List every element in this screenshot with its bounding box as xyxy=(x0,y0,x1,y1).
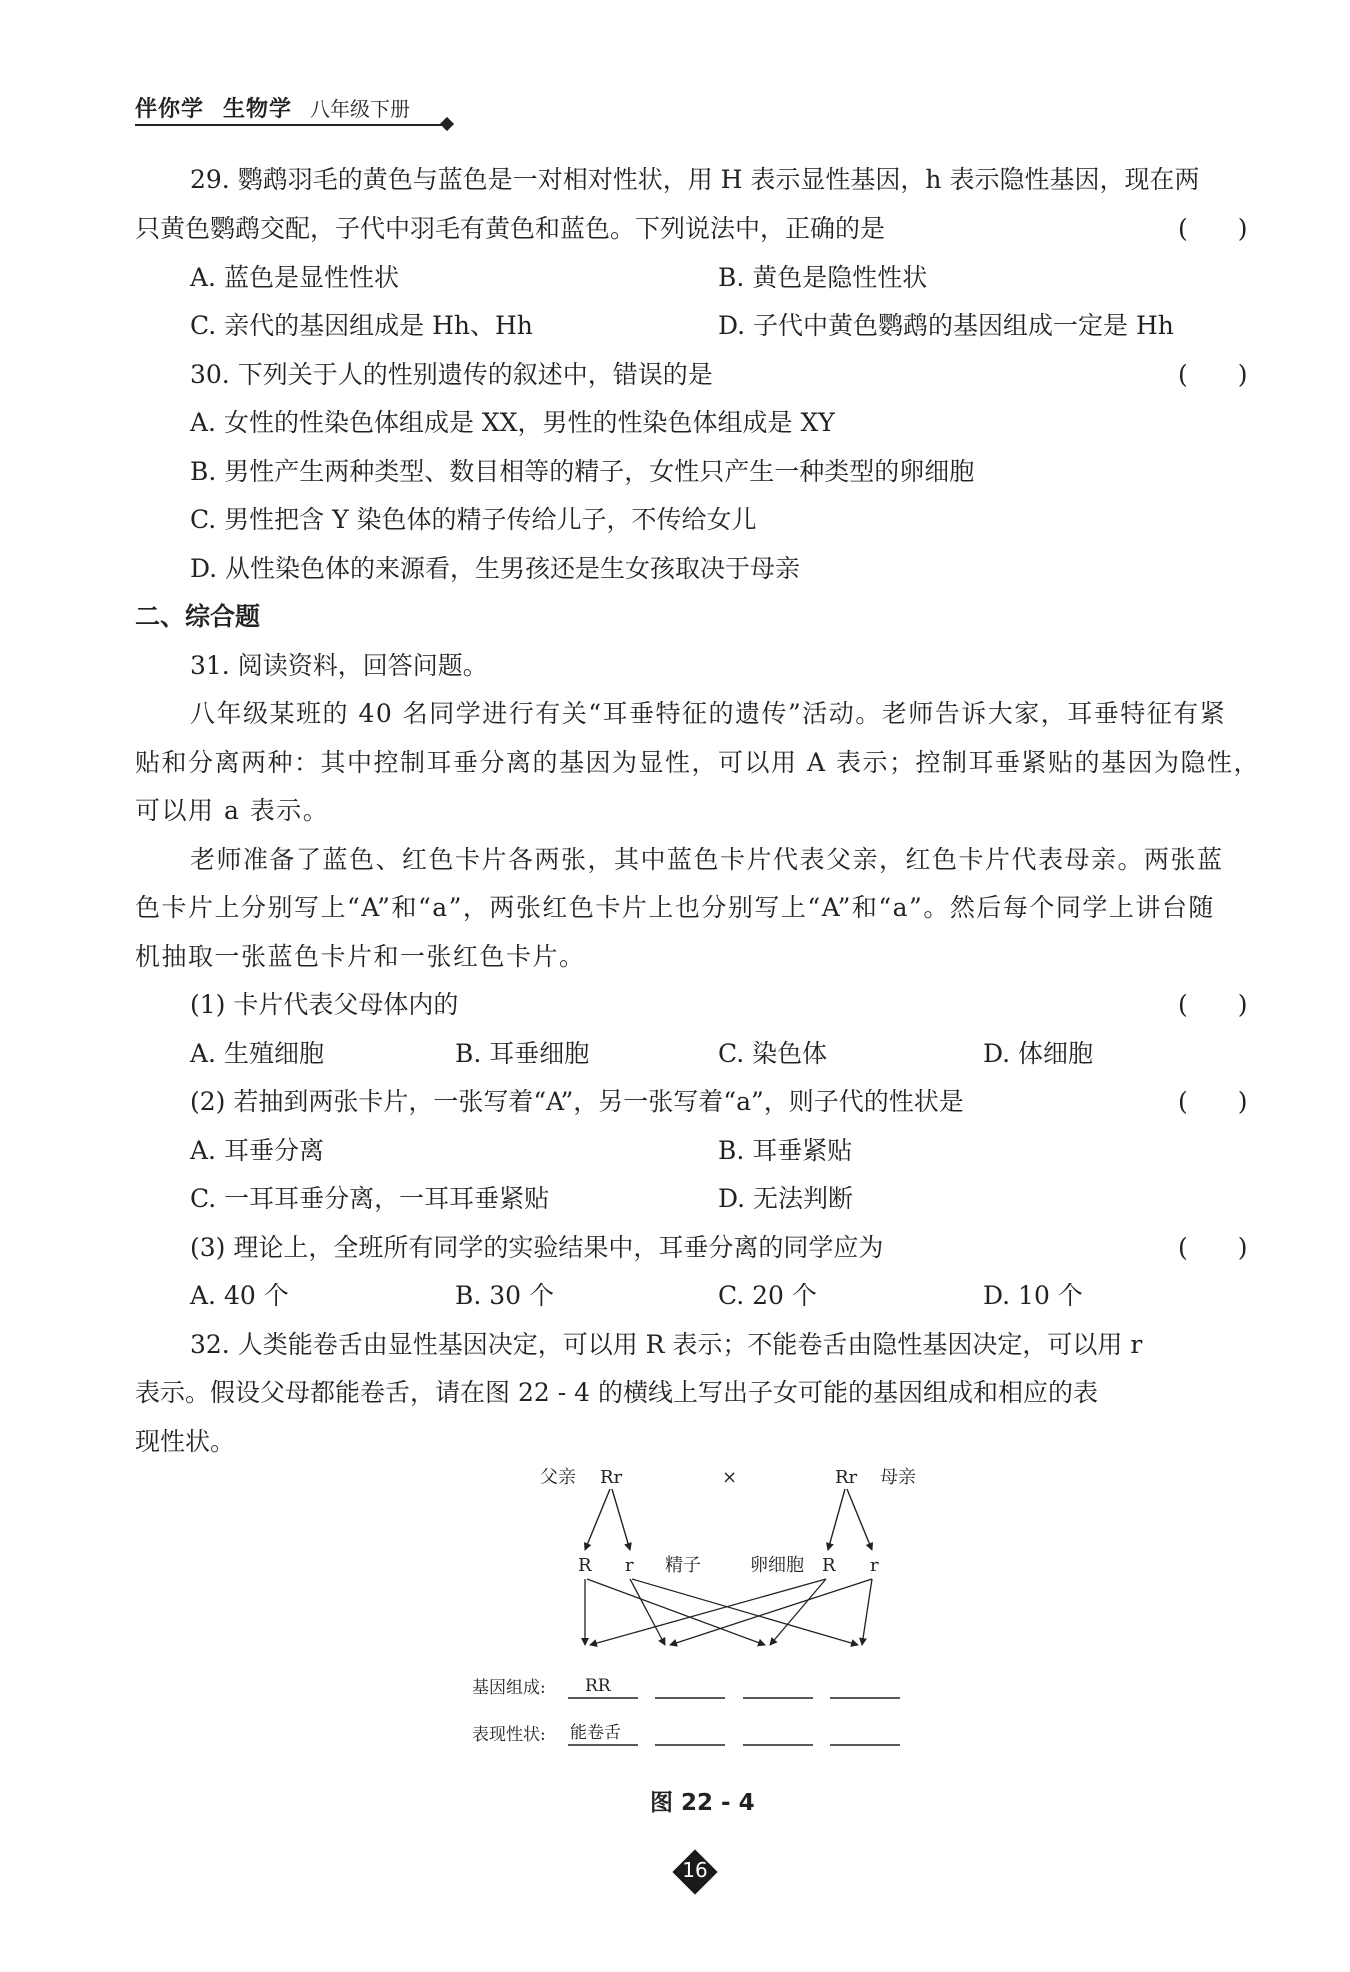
q29-option-d: D. 子代中黄色鹦鹉的基因组成一定是 Hh xyxy=(718,311,1174,340)
q32-stem-line2: 表示。假设父母都能卷舌，请在图 22 - 4 的横线上写出子女可能的基因组成和相应的表 xyxy=(135,1378,1098,1407)
eggr-to-offspring2-arrow xyxy=(670,1579,872,1645)
q31-passage-p1-line2: 贴和分离两种：其中控制耳垂分离的基因为显性，可以用 A 表示；控制耳垂紧贴的基因为隐性， xyxy=(135,748,1260,777)
q31-sub2-stem: (2) 若抽到两张卡片，一张写着“A”，另一张写着“a”，则子代的性状是 xyxy=(190,1087,964,1116)
sperm-R: R xyxy=(578,1555,592,1576)
phenotype-row-label: 表现性状: xyxy=(472,1725,546,1745)
mother-label: 母亲 xyxy=(880,1467,916,1488)
genotype-row-label: 基因组成: xyxy=(472,1678,546,1698)
header-subject: 生物学 xyxy=(223,97,293,122)
q29-answer-bracket: ( ) xyxy=(1178,214,1248,243)
header-diamond-icon xyxy=(440,117,454,131)
sperm-label: 精子 xyxy=(665,1555,701,1576)
q31-sub2-option-b: B. 耳垂紧贴 xyxy=(718,1136,853,1165)
q31-sub1-option-c: C. 染色体 xyxy=(718,1039,828,1068)
q30-stem: 30. 下列关于人的性别遗传的叙述中，错误的是 xyxy=(190,360,713,389)
q31-passage-p1-line1: 八年级某班的 40 名同学进行有关“耳垂特征的遗传”活动。老师告诉大家，耳垂特征有紧 xyxy=(190,699,1227,728)
phenotype-example: 能卷舌 xyxy=(570,1723,621,1743)
father-to-sperm-r-arrow xyxy=(612,1489,630,1550)
q29-option-b: B. 黄色是隐性性状 xyxy=(718,263,928,292)
q31-sub2-bracket: ( ) xyxy=(1178,1087,1248,1116)
q31-sub3-bracket: ( ) xyxy=(1178,1233,1248,1262)
q31-passage-p2-line1: 老师准备了蓝色、红色卡片各两张，其中蓝色卡片代表父亲，红色卡片代表母亲。两张蓝 xyxy=(190,845,1224,874)
q29-stem-line2: 只黄色鹦鹉交配，子代中羽毛有黄色和蓝色。下列说法中，正确的是 xyxy=(135,214,886,243)
q30-option-d: D. 从性染色体的来源看，生男孩还是生女孩取决于母亲 xyxy=(190,554,801,583)
q31-sub3-stem: (3) 理论上，全班所有同学的实验结果中，耳垂分离的同学应为 xyxy=(190,1233,884,1262)
q30-answer-bracket: ( ) xyxy=(1178,360,1248,389)
q31-passage-p1-line3: 可以用 a 表示。 xyxy=(135,796,330,825)
header-grade: 八年级下册 xyxy=(310,97,410,121)
eggR-to-offspring3-arrow xyxy=(770,1579,826,1645)
page-header xyxy=(135,92,450,132)
q31-sub2-option-c: C. 一耳耳垂分离，一耳耳垂紧贴 xyxy=(190,1184,550,1213)
page-number-badge xyxy=(673,1850,717,1894)
q31-sub2-option-a: A. 耳垂分离 xyxy=(190,1136,324,1165)
cross-symbol: × xyxy=(722,1467,738,1488)
q31-sub2-option-d: D. 无法判断 xyxy=(718,1184,854,1213)
figure-caption: 图 22 - 4 xyxy=(650,1790,755,1816)
eggR-to-offspring1-arrow xyxy=(590,1579,826,1645)
mother-to-egg-r-arrow xyxy=(847,1489,872,1550)
page-number: 16 xyxy=(682,1858,708,1882)
q31-sub1-option-b: B. 耳垂细胞 xyxy=(455,1039,590,1068)
q32-stem-line1: 32. 人类能卷舌由显性基因决定，可以用 R 表示；不能卷舌由隐性基因决定，可以用 r xyxy=(190,1330,1143,1359)
genetic-cross-diagram xyxy=(440,1455,940,1775)
header-rule xyxy=(135,124,447,126)
mother-to-egg-R-arrow xyxy=(828,1489,845,1550)
r-to-offspring2-arrow xyxy=(630,1579,665,1645)
egg-label: 卵细胞 xyxy=(750,1555,804,1576)
q30-option-a: A. 女性的性染色体组成是 XX，男性的性染色体组成是 XY xyxy=(190,408,835,437)
q29-option-a: A. 蓝色是显性性状 xyxy=(190,263,399,292)
q31-sub1-stem: (1) 卡片代表父母体内的 xyxy=(190,990,459,1019)
mother-genotype: Rr xyxy=(835,1467,858,1488)
q31-intro: 31. 阅读资料，回答问题。 xyxy=(190,651,488,680)
genotype-example: RR xyxy=(585,1676,611,1696)
q31-sub1-bracket: ( ) xyxy=(1178,990,1248,1019)
egg-r: r xyxy=(870,1555,879,1576)
q32-stem-line3: 现性状。 xyxy=(135,1427,236,1456)
q31-sub3-option-d: D. 10 个 xyxy=(983,1281,1083,1310)
q31-sub1-option-d: D. 体细胞 xyxy=(983,1039,1094,1068)
q31-sub3-option-c: C. 20 个 xyxy=(718,1281,817,1310)
father-genotype: Rr xyxy=(600,1467,623,1488)
q31-passage-p2-line2: 色卡片上分别写上“A”和“a”，两张红色卡片上也分别写上“A”和“a”。然后每个同学上讲台随 xyxy=(135,893,1215,922)
q31-sub3-option-a: A. 40 个 xyxy=(190,1281,289,1310)
q29-option-c: C. 亲代的基因组成是 Hh、Hh xyxy=(190,311,533,340)
eggr-to-offspring4-arrow xyxy=(862,1579,872,1645)
father-label: 父亲 xyxy=(540,1467,576,1488)
r-to-offspring4-arrow xyxy=(632,1579,858,1645)
egg-R: R xyxy=(822,1555,836,1576)
q31-sub3-option-b: B. 30 个 xyxy=(455,1281,555,1310)
q31-sub1-option-a: A. 生殖细胞 xyxy=(190,1039,324,1068)
father-to-sperm-R-arrow xyxy=(585,1489,610,1550)
q31-passage-p2-line3: 机抽取一张蓝色卡片和一张红色卡片。 xyxy=(135,942,586,971)
q30-option-b: B. 男性产生两种类型、数目相等的精子，女性只产生一种类型的卵细胞 xyxy=(190,457,975,486)
header-series: 伴你学 xyxy=(135,97,205,122)
q30-option-c: C. 男性把含 Y 染色体的精子传给儿子，不传给女儿 xyxy=(190,505,757,534)
sperm-r: r xyxy=(625,1555,634,1576)
q29-stem-line1: 29. 鹦鹉羽毛的黄色与蓝色是一对相对性状，用 H 表示显性基因，h 表示隐性基因，现在两 xyxy=(190,165,1200,194)
R-to-offspring3-arrow xyxy=(587,1579,765,1645)
section-heading: 二、综合题 xyxy=(135,602,261,631)
